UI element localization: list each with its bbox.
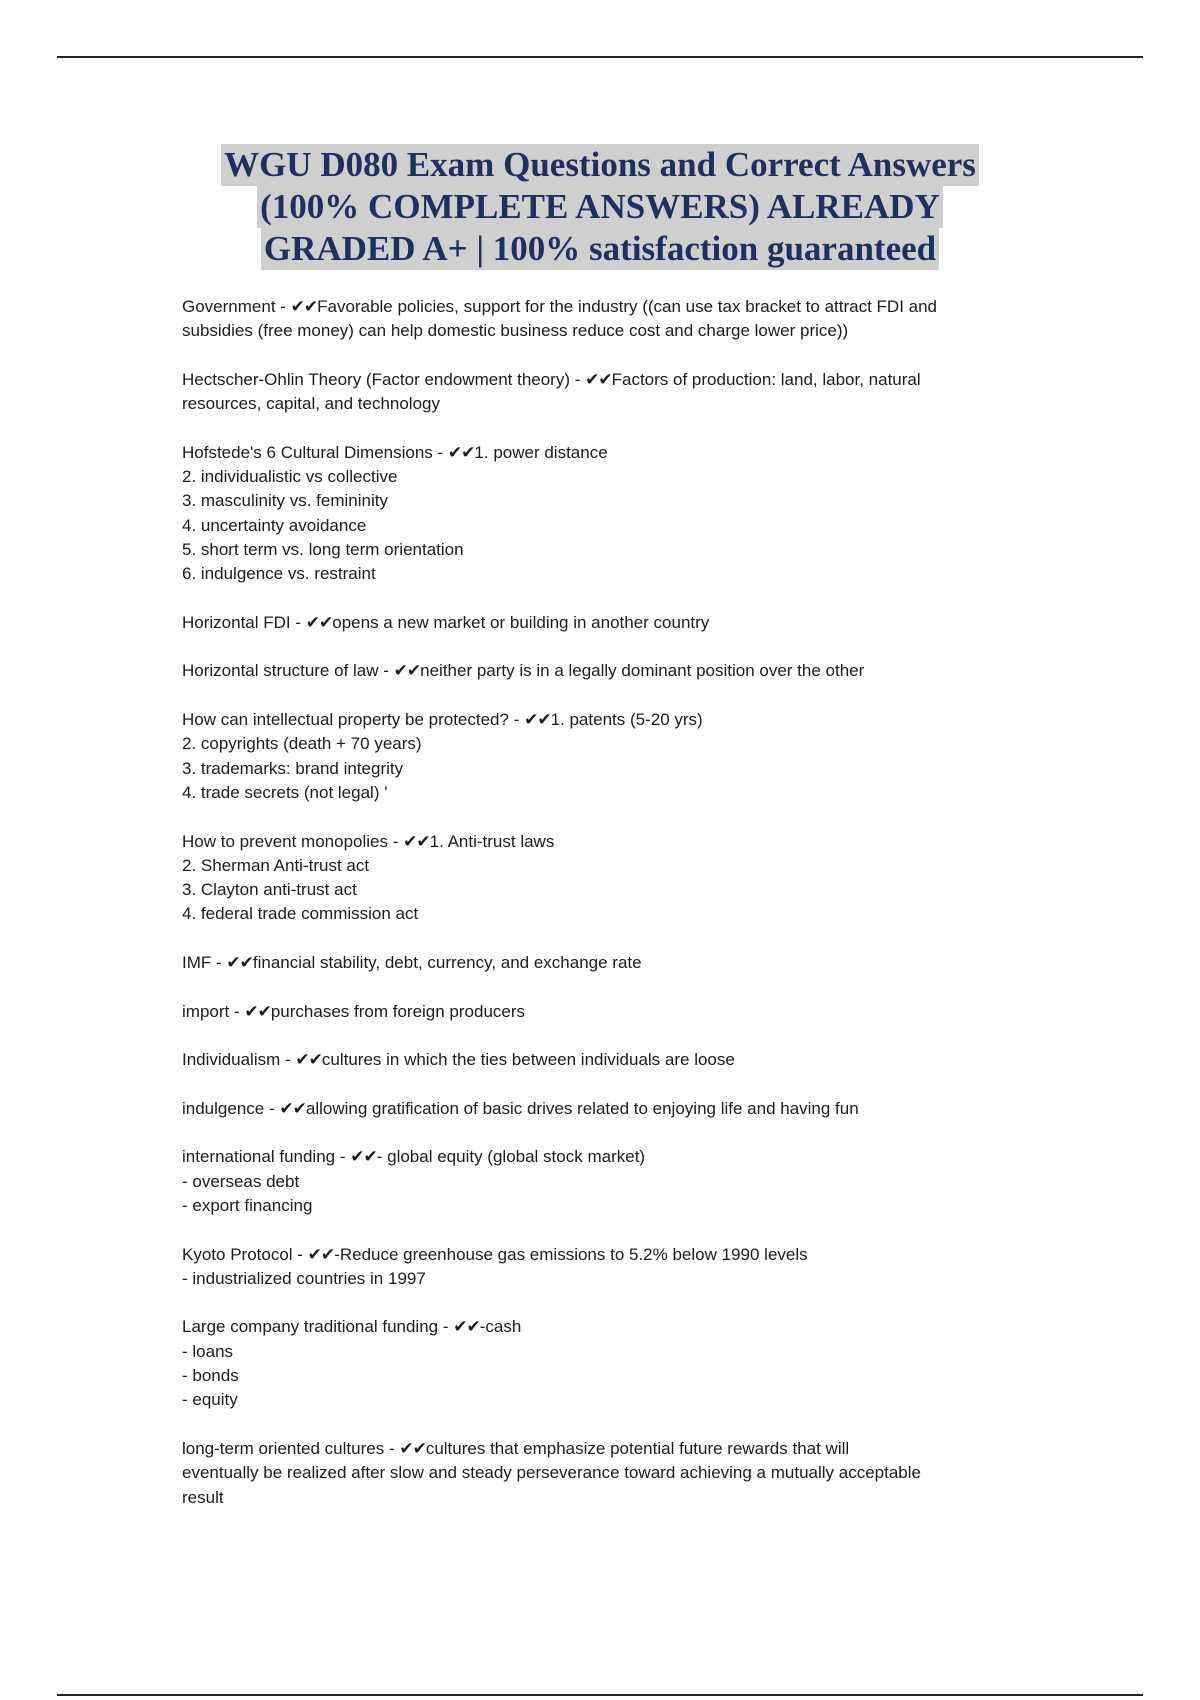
- entry-answer: subsidies (free money) can help domestic business reduce cost and charge lower price)): [182, 321, 849, 341]
- term-separator: -: [335, 1147, 351, 1167]
- entry-first-line: [182, 295, 1042, 319]
- entry-first-line: [182, 951, 1042, 975]
- double-check-icon: ✔✔: [290, 297, 318, 316]
- entry-answer-line: [182, 757, 1042, 781]
- entry-answer-line: [182, 1388, 1042, 1412]
- term-separator: -: [384, 1438, 400, 1458]
- flashcard-entry: [182, 1097, 1042, 1121]
- title-line: WGU D080 Exam Questions and Correct Answers: [221, 144, 979, 186]
- entry-answer: neither party is in a legally dominant position over the other: [420, 661, 865, 681]
- entry-term: Horizontal structure of law: [182, 661, 379, 681]
- entry-answer: 4. trade secrets (not legal) ': [182, 782, 388, 802]
- entry-answer-line: [182, 1267, 1042, 1291]
- flashcard-entry: [182, 951, 1042, 975]
- term-separator: -: [570, 369, 586, 389]
- flashcard-entry: [182, 1048, 1042, 1072]
- entry-first-line: [182, 1437, 1042, 1461]
- entry-answer: -Reduce greenhouse gas emissions to 5.2% below 1990 levels: [334, 1244, 808, 1264]
- entry-term: Large company traditional funding: [182, 1317, 439, 1337]
- entry-answer: 6. indulgence vs. restraint: [182, 564, 376, 584]
- entry-term: How to prevent monopolies: [182, 831, 389, 851]
- entry-answer: financial stability, debt, currency, and exchange rate: [252, 953, 642, 973]
- term-separator: -: [388, 831, 404, 851]
- double-check-icon: ✔✔: [295, 1050, 322, 1070]
- entry-first-line: [182, 1000, 1042, 1024]
- term-separator: -: [275, 297, 291, 316]
- term-separator: -: [264, 1098, 280, 1118]
- entry-answer-line: [182, 732, 1042, 756]
- entry-answer-line: [182, 1194, 1042, 1218]
- entry-answer: Factors of production: land, labor, natural: [611, 369, 921, 389]
- entry-answer-line: [182, 392, 1042, 416]
- entry-term: long-term oriented cultures: [182, 1438, 385, 1458]
- entry-answer: 3. trademarks: brand integrity: [182, 758, 404, 778]
- entry-first-line: [182, 1048, 1042, 1072]
- entry-answer: - export financing: [182, 1195, 313, 1215]
- entry-first-line: [182, 1097, 1042, 1121]
- entry-answer-line: [182, 1486, 1042, 1510]
- entry-answer: 1. power distance: [474, 442, 608, 462]
- entry-term: How can intellectual property be protected?: [182, 710, 509, 730]
- entry-term: indulgence: [182, 1098, 265, 1118]
- entry-answer-line: [182, 538, 1042, 562]
- double-check-icon: ✔✔: [393, 661, 421, 681]
- entry-first-line: [182, 1243, 1042, 1267]
- flashcard-entry: [182, 1145, 1042, 1218]
- flashcard-entry: [182, 708, 1042, 805]
- document-title: [0, 144, 1200, 270]
- entry-answer: eventually be realized after slow and steady perseverance toward achieving a mutually acceptable: [182, 1463, 921, 1483]
- entry-answer: 5. short term vs. long term orientation: [182, 539, 464, 559]
- title-line: GRADED A+ | 100% satisfaction guaranteed: [261, 228, 939, 270]
- entry-answer: 1. Anti-trust laws: [429, 831, 555, 851]
- double-check-icon: ✔✔: [447, 442, 475, 462]
- entry-answer: 3. Clayton anti-trust act: [182, 880, 357, 900]
- entry-answer: - equity: [182, 1390, 238, 1410]
- entry-answer: Favorable policies, support for the industry ((can use tax bracket to attract FDI and: [317, 297, 938, 316]
- flashcard-entry: [182, 368, 1042, 417]
- entry-answer-line: [182, 514, 1042, 538]
- flashcard-list: [182, 295, 1042, 1534]
- entry-answer: - overseas debt: [182, 1171, 300, 1191]
- entry-answer: 4. federal trade commission act: [182, 904, 419, 924]
- flashcard-entry: [182, 1000, 1042, 1024]
- entry-answer-line: [182, 854, 1042, 878]
- term-separator: -: [432, 442, 448, 462]
- entry-first-line: [182, 659, 1042, 683]
- entry-term: Kyoto Protocol: [182, 1244, 293, 1264]
- double-check-icon: ✔✔: [279, 1098, 306, 1118]
- double-check-icon: ✔✔: [399, 1438, 426, 1458]
- term-separator: -: [378, 661, 394, 681]
- flashcard-entry: [182, 441, 1042, 587]
- header-rule: [57, 56, 1143, 58]
- flashcard-entry: [182, 611, 1042, 635]
- term-separator: -: [280, 1050, 296, 1070]
- entry-answer-line: [182, 1340, 1042, 1364]
- entry-answer-line: [182, 902, 1042, 926]
- entry-answer: resources, capital, and technology: [182, 394, 440, 414]
- entry-answer: 3. masculinity vs. femininity: [182, 491, 388, 511]
- flashcard-entry: [182, 1243, 1042, 1292]
- flashcard-entry: [182, 830, 1042, 927]
- entry-answer-line: [182, 489, 1042, 513]
- term-separator: -: [290, 612, 306, 632]
- term-separator: -: [229, 1001, 245, 1021]
- footer-rule: [57, 1694, 1143, 1696]
- entry-answer: 1. patents (5-20 yrs): [550, 710, 703, 730]
- entry-answer: result: [182, 1487, 224, 1507]
- double-check-icon: ✔✔: [226, 953, 253, 973]
- flashcard-entry: [182, 1437, 1042, 1510]
- entry-answer: cultures that emphasize potential future rewards that will: [425, 1438, 850, 1458]
- entry-answer-line: [182, 319, 1042, 343]
- entry-term: import: [182, 1001, 230, 1021]
- entry-term: Hectscher-Ohlin Theory (Factor endowment theory): [182, 369, 571, 389]
- entry-answer: 2. individualistic vs collective: [182, 467, 398, 487]
- entry-term: IMF: [182, 953, 212, 973]
- entry-answer-line: [182, 465, 1042, 489]
- entry-answer-line: [182, 1461, 1042, 1485]
- entry-term: Government: [182, 297, 276, 316]
- entry-first-line: [182, 830, 1042, 854]
- entry-first-line: [182, 1145, 1042, 1169]
- title-line: (100% COMPLETE ANSWERS) ALREADY: [257, 186, 943, 228]
- double-check-icon: ✔✔: [403, 831, 430, 851]
- term-separator: -: [292, 1244, 308, 1264]
- double-check-icon: ✔✔: [305, 612, 333, 632]
- entry-term: international funding: [182, 1147, 336, 1167]
- entry-answer: -cash: [479, 1317, 522, 1337]
- entry-answer: cultures in which the ties between individuals are loose: [321, 1050, 735, 1070]
- entry-answer: 2. copyrights (death + 70 years): [182, 734, 422, 754]
- entry-first-line: [182, 441, 1042, 465]
- entry-answer-line: [182, 1364, 1042, 1388]
- double-check-icon: ✔✔: [244, 1001, 271, 1021]
- entry-answer: - global equity (global stock market): [376, 1147, 646, 1167]
- entry-answer: 4. uncertainty avoidance: [182, 515, 367, 535]
- entry-first-line: [182, 611, 1042, 635]
- entry-first-line: [182, 368, 1042, 392]
- entry-term: Individualism: [182, 1050, 281, 1070]
- entry-first-line: [182, 1315, 1042, 1339]
- entry-first-line: [182, 708, 1042, 732]
- entry-answer-line: [182, 562, 1042, 586]
- term-separator: -: [438, 1317, 454, 1337]
- entry-term: Horizontal FDI: [182, 612, 291, 632]
- term-separator: -: [508, 710, 525, 730]
- entry-answer-line: [182, 878, 1042, 902]
- double-check-icon: ✔✔: [307, 1244, 335, 1264]
- flashcard-entry: [182, 1315, 1042, 1412]
- flashcard-entry: [182, 295, 1042, 344]
- term-separator: -: [211, 953, 227, 973]
- double-check-icon: ✔✔: [350, 1147, 377, 1167]
- entry-answer-line: [182, 1170, 1042, 1194]
- double-check-icon: ✔✔: [453, 1317, 480, 1337]
- double-check-icon: ✔✔: [585, 369, 612, 389]
- entry-answer: allowing gratification of basic drives related to enjoying life and having fun: [305, 1098, 859, 1118]
- flashcard-entry: [182, 659, 1042, 683]
- entry-term: Hofstede's 6 Cultural Dimensions: [182, 442, 433, 462]
- entry-answer: - industrialized countries in 1997: [182, 1268, 426, 1288]
- double-check-icon: ✔✔: [524, 710, 551, 730]
- entry-answer: purchases from foreign producers: [270, 1001, 526, 1021]
- entry-answer: opens a new market or building in another country: [332, 612, 710, 632]
- entry-answer-line: [182, 781, 1042, 805]
- entry-answer: 2. Sherman Anti-trust act: [182, 855, 370, 875]
- entry-answer: - loans: [182, 1341, 234, 1361]
- entry-answer: - bonds: [182, 1366, 239, 1386]
